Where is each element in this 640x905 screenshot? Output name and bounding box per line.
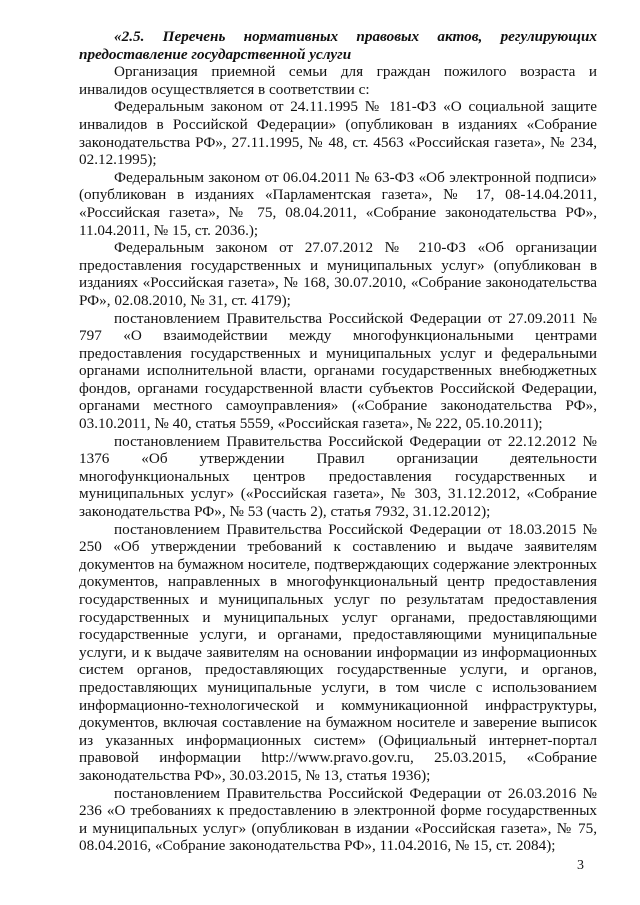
- paragraph-intro: Организация приемной семьи для граждан пожилого возраста и инвалидов осуществляется в соответствии с:: [79, 63, 597, 98]
- paragraph-resolution-1376: постановлением Правительства Российской Федерации от 22.12.2012 № 1376 «Об утверждении Правил организации деятельности многофункциональных центров предоставления государственных и муниципальных услуг» («Российская газета», № 303, 31.12.2012, «Собрание законодательства РФ», № 53 (часть 2), статья 7932, 31.12.2012);: [79, 432, 597, 521]
- paragraph-law-210-fz: Федеральным законом от 27.07.2012 № 210-ФЗ «Об организации предоставления государственных и муниципальных услуг» (опубликован в изданиях «Российская газета», № 168, 30.07.2010, «Собрание законодательства РФ», 02.08.2010, № 31, ст. 4179);: [79, 239, 597, 309]
- section-heading: «2.5. Перечень нормативных правовых актов, регулирующих предоставление государственной услуги: [79, 28, 597, 63]
- paragraph-resolution-797: постановлением Правительства Российской Федерации от 27.09.2011 № 797 «О взаимодействии между многофункциональными центрами предоставления государственных и муниципальных услуг и федеральными органами исполнительной власти, органами государственных внебюджетных фондов, органами государственной власти субъектов Российской Федерации, органами местного самоуправления» («Собрание законодательства РФ», 03.10.2011, № 40, статья 5559, «Российская газета», № 222, 05.10.2011);: [79, 309, 597, 433]
- page-number: 3: [577, 858, 584, 873]
- paragraph-resolution-236: постановлением Правительства Российской Федерации от 26.03.2016 № 236 «О требованиях к предоставлению в электронной форме государственных и муниципальных услуг» (опубликован в издании «Российская газета», № 75, 08.04.2016, «Собрание законодательства РФ», 11.04.2016, № 15, ст. 2084);: [79, 784, 597, 855]
- paragraph-law-181-fz: Федеральным законом от 24.11.1995 № 181-ФЗ «О социальной защите инвалидов в Российской Федерации» (опубликован в изданиях «Собрание законодательства РФ», 27.11.1995, № 48, ст. 4563 «Российская газета», № 234, 02.12.1995);: [79, 98, 597, 169]
- paragraph-resolution-250: постановлением Правительства Российской Федерации от 18.03.2015 № 250 «Об утверждении требований к составлению и выдаче заявителям документов на бумажном носителе, подтверждающих содержание электронных документов, направленных в многофункциональный центр предоставления государственных и муниципальных услуг по результатам предоставления государственных и муниципальных услуг органами, предоставляющими государственные услуги, и органами, предоставляющими муниципальные услуги, и к выдаче заявителям на основании информации из информационных систем органов, предоставляющих государственные услуги, и органов, предоставляющих муниципальные услуги, в том числе с использованием информационно-технологической и коммуникационной инфраструктуры, документов, включая составление на бумажном носителе и заверение выписок из указанных информационных систем» (Официальный интернет-портал правовой информации http://www.pravo.gov.ru, 25.03.2015, «Собрание законодательства РФ», 30.03.2015, № 13, статья 1936);: [79, 520, 597, 784]
- paragraph-law-63-fz: Федеральным законом от 06.04.2011 № 63-ФЗ «Об электронной подписи» (опубликован в изданиях «Парламентская газета», № 17, 08-14.04.2011, «Российская газета», № 75, 08.04.2011, «Собрание законодательства РФ», 11.04.2011, № 15, ст. 2036.);: [79, 168, 597, 239]
- document-body: [79, 28, 597, 855]
